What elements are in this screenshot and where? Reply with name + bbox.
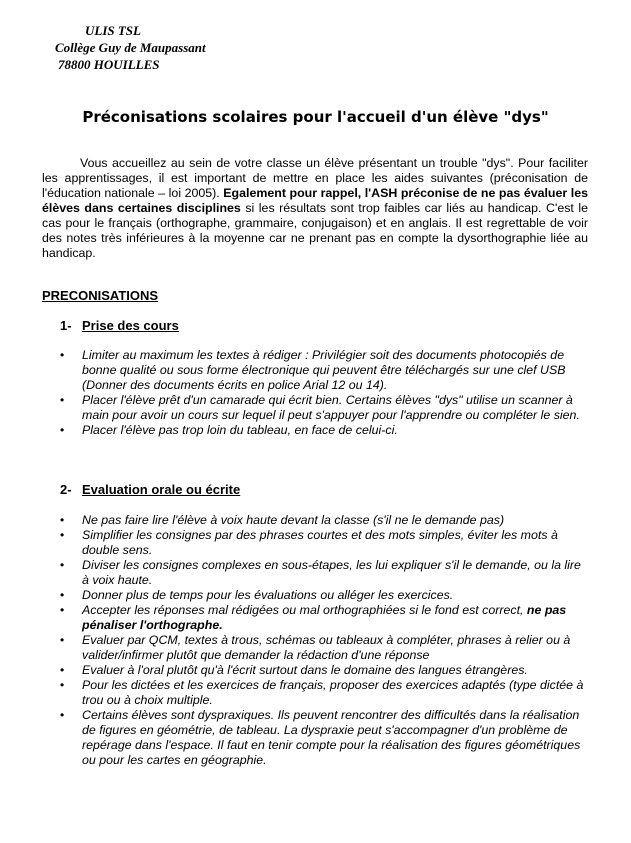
list-item: • Donner plus de temps pour les évaluations ou alléger les exercices. <box>60 588 588 603</box>
list-item-text: Accepter les réponses mal rédigées ou mal orthographiées si le fond est correct, <box>82 603 527 617</box>
list-item: • Certains élèves sont dyspraxiques. Ils peuvent rencontrer des difficultés dans la réalisation de figures en géométrie, de tableau. La dyspraxie peut s'accompagner d'un problème de repérage dans l'espace. Il faut en tenir compte pour la réalisation des figures géométriques ou pour les cartes en géographie. <box>60 708 588 768</box>
intro-text-2: si les résultats sont trop faibles car liés au handicap. C'est le cas pour le français (orthographe, grammaire, conjugaison) et en anglais. Il est regrettable de voir des notes très inférieures à la moyenne car ne prenant pas en compte la dysorthographie liée au handicap. <box>42 201 589 260</box>
bullet-list-cours <box>60 348 588 438</box>
intro-paragraph <box>42 156 588 261</box>
subsection-heading-2 <box>60 482 240 497</box>
list-item: • Placer l'élève prêt d'un camarade qui écrit bien. Certains élèves "dys" utilise un scanner à main pour avoir un cours sur lequel il peut s'appuyer pour l'apprendre ou compléter le sien. <box>60 393 588 423</box>
intro-bold-text: Egalement pour rappel, l'ASH préconise de ne pas évaluer les élèves dans certaines disciplines <box>42 186 588 215</box>
subsection-heading-1 <box>60 318 179 333</box>
header-line-school: Collège Guy de Maupassant <box>55 40 206 55</box>
list-item: • Diviser les consignes complexes en sous-étapes, les lui expliquer s'il le demande, ou la lire à voix haute. <box>60 558 588 588</box>
list-item: • Pour les dictées et les exercices de français, proposer des exercices adaptés (type dictée à trou ou à choix multiple. <box>60 678 588 708</box>
header-line-city: 78800 HOUILLES <box>58 57 160 72</box>
list-item: • Ne pas faire lire l'élève à voix haute devant la classe (s'il ne le demande pas) <box>60 513 588 528</box>
subsection-label: Prise des cours <box>82 318 179 333</box>
list-item: • Evaluer par QCM, textes à trous, schémas ou tableaux à compléter, phrases à relier ou à valider/infirmer plutôt que demander la rédaction d'une réponse <box>60 633 588 663</box>
section-heading-preconisations: PRECONISATIONS <box>42 288 159 303</box>
list-item: • Placer l'élève pas trop loin du tableau, en face de celui-ci. <box>60 423 588 438</box>
list-item: • Simplifier les consignes par des phrases courtes et des mots simples, éviter les mots à double sens. <box>60 528 588 558</box>
list-item: • Evaluer à l'oral plutôt qu'à l'écrit surtout dans le domaine des langues étrangères. <box>60 663 588 678</box>
subsection-number: 1- <box>60 318 72 333</box>
list-item <box>60 603 588 633</box>
list-item: • Limiter au maximum les textes à rédiger : Privilégier soit des documents photocopiés de bonne qualité ou sous forme électronique qui peuvent être téléchargés sur une clef USB (Donner des documents écrits en police Arial 12 ou 14). <box>60 348 588 393</box>
header-line-program: ULIS TSL <box>85 23 141 38</box>
intro-text-1: Vous accueillez au sein de votre classe un élève présentant un trouble "dys". Pour faciliter les apprentissages, il est important de mettre en place les aides suivantes (préconisation de l'éducation nationale – loi 2005). <box>42 156 588 200</box>
bullet-list-evaluation <box>60 513 588 768</box>
document-title: Préconisations scolaires pour l'accueil d'un élève "dys" <box>82 108 549 126</box>
school-header <box>55 22 206 73</box>
subsection-number: 2- <box>60 482 72 497</box>
list-item-bold-text: ne pas pénaliser l'orthographe. <box>82 603 567 632</box>
subsection-label: Evaluation orale ou écrite <box>82 482 241 497</box>
